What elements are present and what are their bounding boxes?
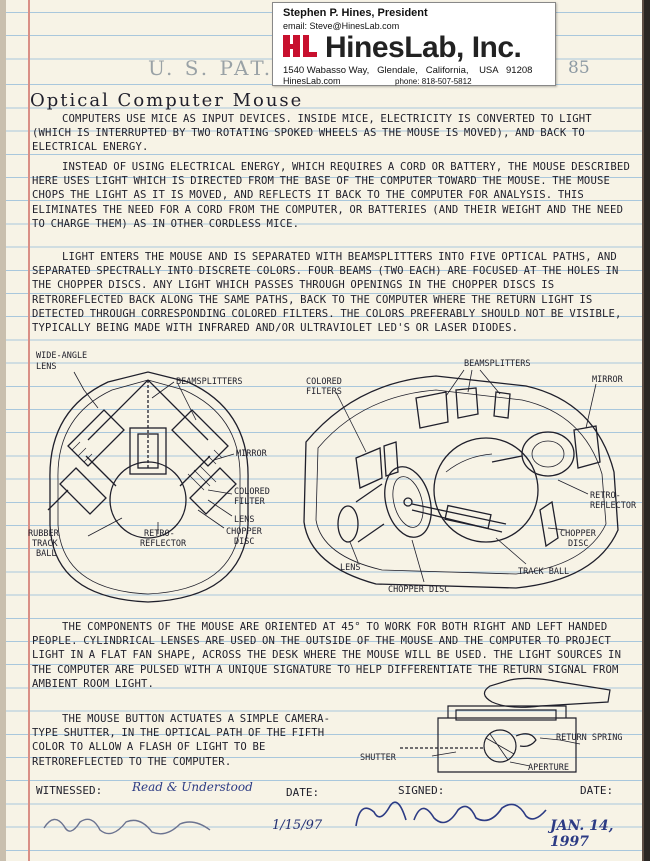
mouse-top-view-diagram xyxy=(28,350,278,610)
label-retro-line1: RETRO- xyxy=(144,529,175,539)
paragraph-5: THE MOUSE BUTTON ACTUATES A SIMPLE CAMERA-TYPE SHUTTER, IN THE OPTICAL PATH OF THE FIFTH COLOR TO ALLOW A FLASH OF LIGHT TO BE RETROREFLECTED TO THE COMPUTER. xyxy=(32,713,331,768)
label-chopper-disc-bottom: CHOPPER DISC xyxy=(388,585,450,595)
company-stamp xyxy=(272,2,556,86)
witness-note: Read & Understood xyxy=(132,780,253,794)
label-colored-filters-line1: COLORED xyxy=(306,377,342,387)
stamp-address: 1540 Wabasso Way, Glendale, California, USA 91208 xyxy=(283,65,533,76)
label-track-ball: TRACK BALL xyxy=(518,567,570,577)
label-colored-line1: COLORED xyxy=(234,487,270,497)
label-chopper-line2: DISC xyxy=(234,537,255,547)
date-label-1: DATE: xyxy=(286,786,320,799)
witness-date: 1/15/97 xyxy=(272,818,323,833)
signer-date: JAN. 14, 1997 xyxy=(550,818,614,850)
label-aperture: APERTURE xyxy=(528,763,569,773)
witnessed-label: WITNESSED: xyxy=(36,784,103,797)
stamp-email: email: Steve@HinesLab.com xyxy=(283,21,400,31)
witness-signature xyxy=(40,808,220,848)
mouse-perspective-diagram xyxy=(296,352,636,602)
paragraph-1: COMPUTERS USE MICE AS INPUT DEVICES. INSIDE MICE, ELECTRICITY IS CONVERTED TO LIGHT (WHICH IS INTERRUPTED BY TWO ROTATING SPOKED WHEELS AS THE MOUSE IS MOVED), AND BACK TO ELECTRICAL ENERGY. xyxy=(32,113,592,154)
label-wide-angle-lens-line1: WIDE-ANGLE xyxy=(36,351,88,361)
label-wide-angle-lens-line2: LENS xyxy=(36,362,57,372)
label-chopper-right-line2: DISC xyxy=(568,539,589,549)
signed-label: SIGNED: xyxy=(398,784,445,797)
label-rubber-line1: RUBBER xyxy=(28,529,59,539)
label-retro-right-line1: RETRO- xyxy=(590,491,621,501)
label-lens: LENS xyxy=(234,515,255,525)
label-retro-right-line2: REFLECTOR xyxy=(590,501,636,511)
label-beamsplitters: BEAMSPLITTERS xyxy=(176,377,243,387)
stamp-website: HinesLab.com xyxy=(283,76,341,86)
label-lens-right: LENS xyxy=(340,563,361,573)
label-mirror: MIRROR xyxy=(236,449,267,459)
page-binding-edge xyxy=(0,0,6,861)
page-title: Optical Computer Mouse xyxy=(30,90,304,111)
label-colored-line2: FILTER xyxy=(234,497,265,507)
label-shutter: SHUTTER xyxy=(360,753,396,763)
paragraph-4: THE COMPONENTS OF THE MOUSE ARE ORIENTED AT 45° TO WORK FOR BOTH RIGHT AND LEFT HANDED PEOPLE. CYLINDRICAL LENSES ARE USED ON THE OUTSIDE OF THE MOUSE AND THE COMPUTER TO PROJECT LIGHT IN A FLAT FAN SHAPE, ACROSS THE DESK WHERE THE MOUSE WILL BE USED. THE LIGHT SOURCES IN THE COMPUTER ARE PULSED WITH A UNIQUE SIGNATURE TO HELP DIFFERENTIATE THE RETURN SIGNAL FROM AMBIENT ROOM LIGHT. xyxy=(32,621,622,690)
label-beamsplitters-right: BEAMSPLITTERS xyxy=(464,359,531,369)
stamp-name: Stephen P. Hines, President xyxy=(283,7,428,19)
signer-signature xyxy=(350,790,550,840)
paragraph-3: LIGHT ENTERS THE MOUSE AND IS SEPARATED WITH BEAMSPLITTERS INTO FIVE OPTICAL PATHS, AND SEPARATED SPECTRALLY INTO DISCRETE COLORS. FOUR BEAMS (TWO EACH) ARE FOCUSED AT THE HOLES IN THE CHOPPER DISCS. ANY LIGHT WHICH PASSES THROUGH OPENINGS IN THE CHOPPER DISCS IS RETROREFLECTED BACK ALONG THE SAME PATHS, BACK TO THE COMPUTER WHERE THE RETURN LIGHT IS DETECTED THROUGH CORRESPONDING COLORED FILTERS. THE COLORS PREFERABLY SHOULD NOT BE VISIBLE, TYPICALLY BEING MADE WITH INFRARED AND/OR ULTRAVIOLET LED'S OR LASER DIODES. xyxy=(32,251,622,335)
patent-mark: U. S. PAT. xyxy=(148,56,274,80)
label-chopper-right-line1: CHOPPER xyxy=(560,529,596,539)
label-retro-line2: REFLECTOR xyxy=(140,539,187,549)
label-return-spring: RETURN SPRING xyxy=(556,733,623,743)
label-chopper-line1: CHOPPER xyxy=(226,527,262,537)
label-rubber-line2: TRACK xyxy=(32,539,58,549)
label-rubber-line3: BALL xyxy=(36,549,57,559)
date-label-2: DATE: xyxy=(580,784,614,797)
label-mirror-right: MIRROR xyxy=(592,375,623,385)
shutter-diagram xyxy=(360,676,630,776)
paragraph-2: INSTEAD OF USING ELECTRICAL ENERGY, WHICH REQUIRES A CORD OR BATTERY, THE MOUSE DESCRIBED HERE USES LIGHT WHICH IS DIRECTED FROM THE BASE OF THE COMPUTER TOWARD THE MOUSE. THE MOUSE CHOPS THE LIGHT AS IT IS MOVED, AND REFLECTS IT BACK TO THE COMPUTER FOR ANALYSIS. THIS ELIMINATES THE NEED FOR A CORD FROM THE COMPUTER, OR BATTERIES (AND THEIR WEIGHT AND THE NEED TO CHARGE THEM) AS IN OTHER CORDLESS MICE. xyxy=(32,161,630,230)
hineslab-logo-icon xyxy=(283,33,317,59)
label-colored-filters-line2: FILTERS xyxy=(306,387,342,397)
stamp-brand: HinesLab, Inc. xyxy=(325,31,522,64)
page-number: 85 xyxy=(568,58,590,78)
stamp-phone: phone: 818-507-5812 xyxy=(395,77,472,86)
